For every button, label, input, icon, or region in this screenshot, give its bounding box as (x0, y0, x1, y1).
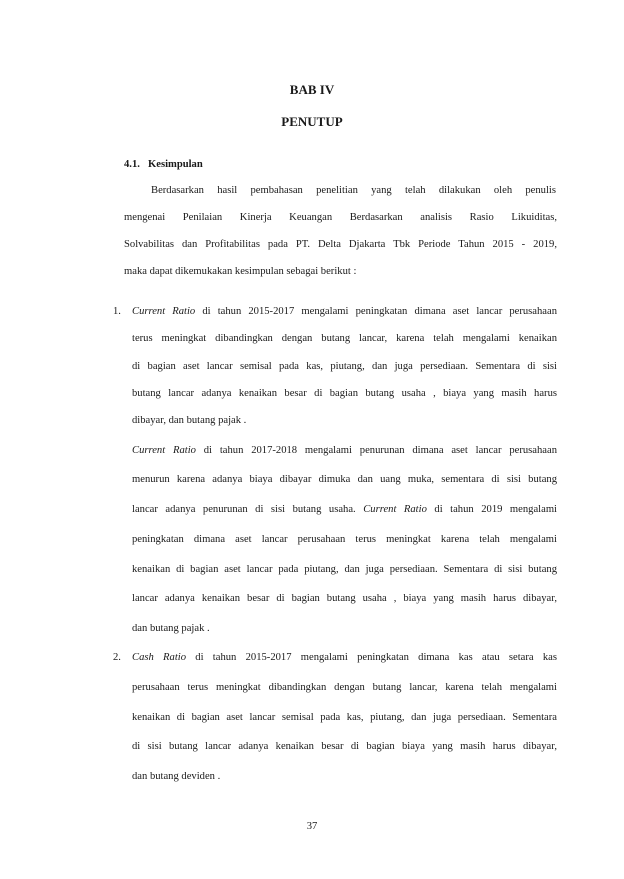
item-2-line-5: dan butang deviden . (132, 771, 221, 782)
item-1-line-1: Current Ratio di tahun 2015-2017 mengalami peningkatan dimana aset lancar perusahaan (132, 306, 557, 317)
item-2-number: 2. (113, 652, 121, 663)
item-1-p2-line-3: lancar adanya penurunan di sisi butang usaha. Current Ratio di tahun 2019 mengalami (132, 504, 557, 515)
item-2-term: Cash Ratio (132, 652, 187, 663)
item-1-p2-line-6: lancar adanya kenaikan besar di bagian butang usaha , biaya yang masih harus dibayar, (132, 593, 557, 604)
page-number: 37 (306, 821, 318, 832)
item-1-line-2: terus meningkat dibandingkan dengan butang lancar, karena telah mengalami kenaikan (132, 333, 557, 344)
item-2-line-4: di sisi butang lancar adanya kenaikan besar di bagian biaya yang masih harus dibayar, (132, 741, 557, 752)
item-1-p2-line-4: peningkatan dimana aset lancar perusahaan terus meningkat karena telah mengalami (132, 534, 557, 545)
section-number: 4.1. (124, 159, 140, 170)
item-1-line-4: butang lancar adanya kenaikan besar di bagian butang usaha , biaya yang masih harus (132, 388, 557, 399)
item-2-line-2: perusahaan terus meningkat dibandingkan dengan butang lancar, karena telah mengalami (132, 682, 557, 693)
item-1-p2-line-5: kenaikan di bagian aset lancar pada piutang, dan juga persediaan. Sementara di sisi butang (132, 564, 557, 575)
item-1-p2-term: Current Ratio (132, 445, 196, 456)
item-2-line-3: kenaikan di bagian aset lancar semisal pada kas, piutang, dan juga persediaan. Sementara (132, 712, 557, 723)
item-1-number: 1. (113, 306, 121, 317)
item-1-p2-term-2: Current Ratio (363, 504, 427, 515)
item-1-p2-line-7: dan butang pajak . (132, 623, 210, 634)
intro-line-1: Berdasarkan hasil pembahasan penelitian yang telah dilakukan oleh penulis (151, 185, 556, 196)
item-1-line-3: di bagian aset lancar semisal pada kas, piutang, dan juga persediaan. Sementara di sisi (132, 361, 557, 372)
section-title: Kesimpulan (148, 159, 203, 170)
item-1-term: Current Ratio (132, 306, 196, 317)
item-2-line-1: Cash Ratio di tahun 2015-2017 mengalami peningkatan dimana kas atau setara kas (132, 652, 557, 663)
item-1-line-5: dibayar, dan butang pajak . (132, 415, 247, 426)
chapter-title: PENUTUP (281, 114, 343, 129)
item-1-p2-line-2: menurun karena adanya biaya dibayar dimuka dan uang muka, sementara di sisi butang (132, 474, 557, 485)
intro-line-4: maka dapat dikemukakan kesimpulan sebagai berikut : (124, 266, 357, 277)
intro-line-3: Solvabilitas dan Profitabilitas pada PT. Delta Djakarta Tbk Periode Tahun 2015 - 2019, (124, 239, 557, 250)
chapter-heading: BAB IV (289, 82, 335, 97)
item-1-p2-line-1: Current Ratio di tahun 2017-2018 mengalami penurunan dimana aset lancar perusahaan (132, 445, 557, 456)
intro-line-2: mengenai Penilaian Kinerja Keuangan Berdasarkan analisis Rasio Likuiditas, (124, 212, 557, 223)
